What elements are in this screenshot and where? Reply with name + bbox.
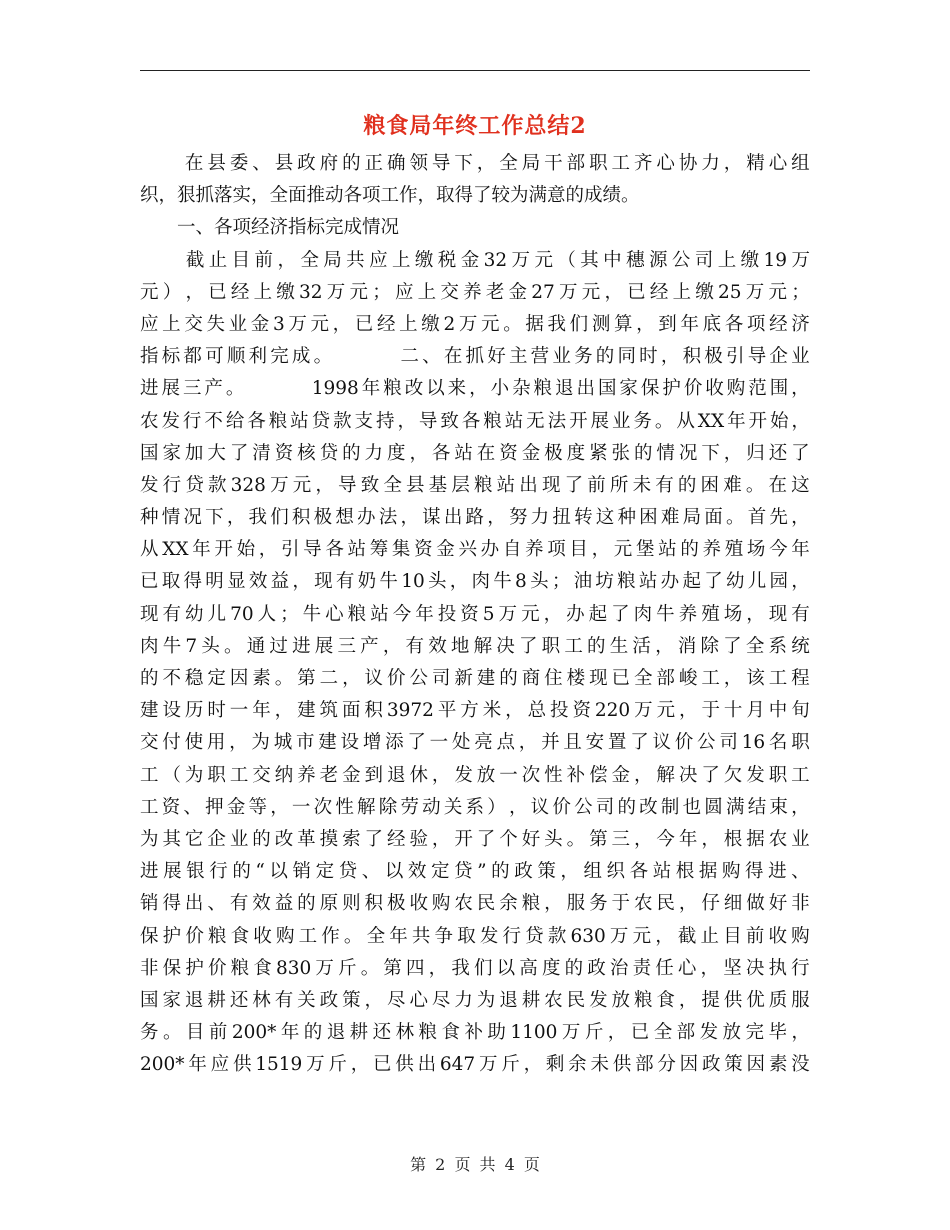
body-line: 进 展 三 产 。 1998 年 粮 改 以 来 ， 小 杂 粮 退 出 国 家 保 护 价 收 购 范 围 ， bbox=[140, 378, 810, 400]
body-line: 交 付 使 用 ， 为 城 市 建 设 增 添 了 一 处 亮 点 ， 并 且 安 置 了 议 价 公 司 16 名 职 bbox=[140, 732, 810, 754]
page-footer: 第 2 页 共 4 页 bbox=[410, 1155, 540, 1174]
body-line: 200* 年 应 供 1519 万 斤 ， 已 供 出 647 万 斤 ， 剩 余 未 供 部 分 因 政 策 因 素 没 bbox=[140, 1054, 810, 1076]
body-line: 种 情 况 下 ， 我 们 积 极 想 办 法 ， 谋 出 路 ， 努 力 扭 转 这 种 困 难 局 面 。 首 先 ， bbox=[140, 507, 810, 529]
body-line: 应 上 交 失 业 金 3 万 元 ， 已 经 上 缴 2 万 元 。 据 我 们 测 算 ， 到 年 底 各 项 经 济 bbox=[140, 313, 810, 335]
header-rule bbox=[140, 70, 810, 71]
body-line: 工 （ 为 职 工 交 纳 养 老 金 到 退 休 ， 发 放 一 次 性 补 偿 金 ， 解 决 了 欠 发 职 工 bbox=[140, 764, 810, 786]
body-line: 建 设 历 时 一 年 ， 建 筑 面 积 3972 平 方 米 ， 总 投 资 220 万 元 ， 于 十 月 中 旬 bbox=[140, 700, 810, 722]
body-line: 已 取 得 明 显 效 益 ， 现 有 奶 牛 10 头 ， 肉 牛 8 头 ； 油 坊 粮 站 办 起 了 幼 儿 园 ， bbox=[140, 571, 810, 593]
body-line: 国 家 退 耕 还 林 有 关 政 策 ， 尽 心 尽 力 为 退 耕 农 民 发 放 粮 食 ， 提 供 优 质 服 bbox=[140, 989, 810, 1011]
body-line: 的 不 稳 定 因 素 。 第 二 ， 议 价 公 司 新 建 的 商 住 楼 现 已 全 部 峻 工 ， 该 工 程 bbox=[140, 668, 810, 689]
body-line: 一、各项经济指标完成情况 bbox=[140, 217, 400, 239]
body-line: 现 有 幼 儿 70 人 ； 牛 心 粮 站 今 年 投 资 5 万 元 ， 办 起 了 肉 牛 养 殖 场 ， 现 有 bbox=[140, 603, 810, 625]
body-line: 国 家 加 大 了 清 资 核 贷 的 力 度 ， 各 站 在 资 金 极 度 紧 张 的 情 况 下 ， 归 还 了 bbox=[140, 442, 810, 464]
body-line: 工 资 、 押 金 等 ， 一 次 性 解 除 劳 动 关 系 ） ， 议 价 公 司 的 改 制 也 圆 满 结 束 ， bbox=[140, 796, 810, 818]
body-line: 非 保 护 价 粮 食 830 万 斤 。 第 四 ， 我 们 以 高 度 的 政 治 责 任 心 ， 坚 决 执 行 bbox=[140, 957, 810, 979]
body-line: 指 标 都 可 顺 利 完 成 。 二 、 在 抓 好 主 营 业 务 的 同 时 ， 积 极 引 导 企 业 bbox=[140, 346, 810, 368]
body-line: 在 县 委 、 县 政 府 的 正 确 领 导 下 ， 全 局 干 部 职 工 齐 心 协 力 ， 精 心 组 bbox=[184, 153, 810, 174]
body-line: 务 。 目 前 200* 年 的 退 耕 还 林 粮 食 补 助 1100 万 斤 ， 已 全 部 发 放 完 毕 ， bbox=[140, 1022, 810, 1044]
document-body bbox=[140, 148, 810, 1081]
body-line: 元 ） ， 已 经 上 缴 32 万 元 ； 应 上 交 养 老 金 27 万 元 ， 已 经 上 缴 25 万 元 ； bbox=[140, 281, 810, 303]
body-line: 为 其 它 企 业 的 改 革 摸 索 了 经 验 ， 开 了 个 好 头 。 第 三 ， 今 年 ， 根 据 农 业 bbox=[140, 828, 810, 850]
body-line: 销 得 出 、 有 效 益 的 原 则 积 极 收 购 农 民 余 粮 ， 服 务 于 农 民 ， 仔 细 做 好 非 bbox=[140, 893, 810, 915]
body-line: 保 护 价 粮 食 收 购 工 作 。 全 年 共 争 取 发 行 贷 款 630 万 元 ， 截 止 目 前 收 购 bbox=[140, 925, 810, 947]
body-line: 织，狠抓落实，全面推动各项工作，取得了较为满意的成绩。 bbox=[140, 185, 640, 207]
body-line: 肉 牛 7 头 。 通 过 进 展 三 产 ， 有 效 地 解 决 了 职 工 的 生 活 ， 消 除 了 全 系 统 bbox=[140, 635, 810, 657]
body-line: 从 XX 年 开 始 ， 引 导 各 站 筹 集 资 金 兴 办 自 养 项 目 ， 元 堡 站 的 养 殖 场 今 年 bbox=[140, 539, 810, 561]
body-line: 农 发 行 不 给 各 粮 站 贷 款 支 持 ， 导 致 各 粮 站 无 法 开 展 业 务 。 从 XX 年 开 始 ， bbox=[140, 410, 810, 432]
body-line: 发 行 贷 款 328 万 元 ， 导 致 全 县 基 层 粮 站 出 现 了 前 所 未 有 的 困 难 。 在 这 bbox=[140, 474, 810, 496]
document-title: 粮食局年终工作总结2 bbox=[363, 113, 587, 139]
body-line: 截 止 目 前 ， 全 局 共 应 上 缴 税 金 32 万 元 （ 其 中 穗 源 公 司 上 缴 19 万 bbox=[185, 249, 810, 271]
body-line: 进 展 银 行 的 “ 以 销 定 贷 、 以 效 定 贷 ” 的 政 策 ， 组 织 各 站 根 据 购 得 进 、 bbox=[140, 861, 810, 883]
